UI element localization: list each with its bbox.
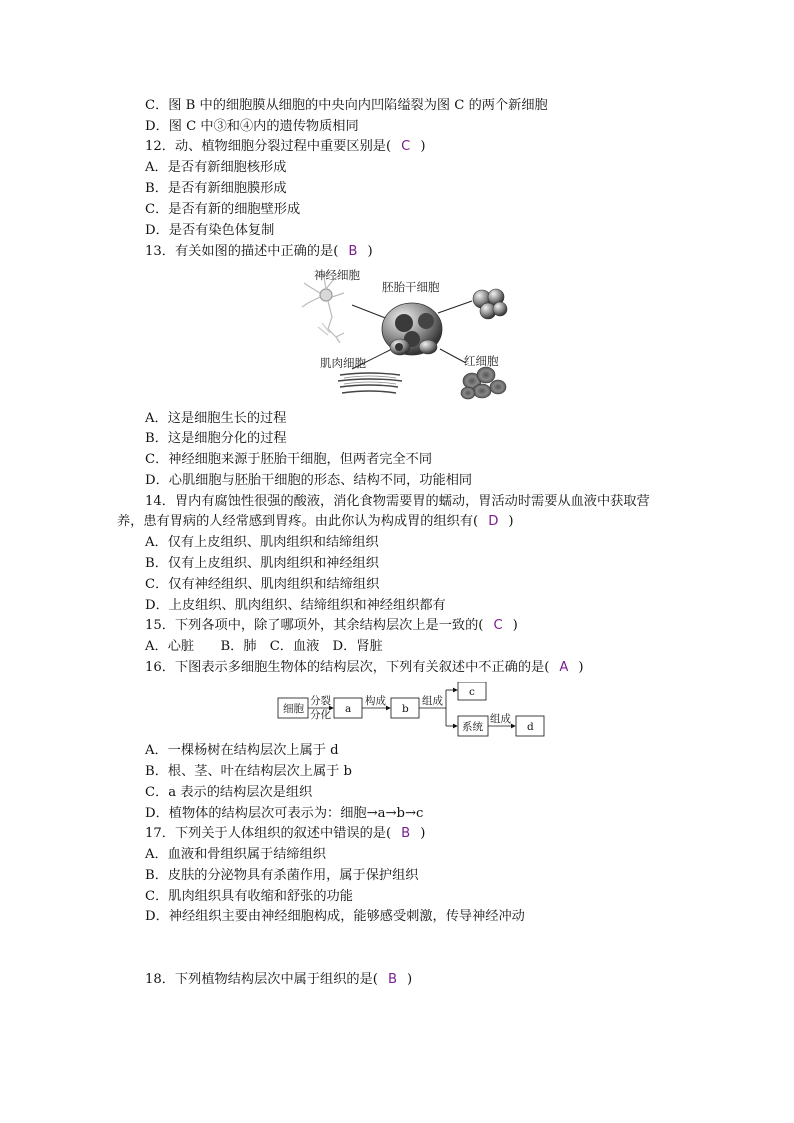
q14-option-d: D．上皮组织、肌肉组织、结缔组织和神经组织都有 — [145, 598, 446, 613]
label-nerve-cell: 神经细胞 — [314, 268, 360, 282]
q15-stem — [145, 617, 518, 635]
q16-option-b: B．根、茎、叶在结构层次上属于 b — [145, 764, 352, 779]
q17-answer: B — [401, 826, 411, 841]
q17-stem-close: ) — [420, 826, 426, 841]
q11-option-d: D．图 C 中③和④内的遗传物质相同 — [145, 119, 359, 134]
label-compose-1: 构成 — [365, 695, 386, 707]
muscle-cell-image — [338, 373, 402, 393]
q15-options: A．心脏 B．肺 C．血液 D．肾脏 — [145, 639, 383, 654]
q18-stem — [145, 971, 412, 989]
cell-cluster-image — [473, 289, 507, 319]
q16-option-a: A．一棵杨树在结构层次上属于 d — [145, 743, 339, 758]
q15-stem-close: ) — [512, 618, 518, 633]
q17-option-d: D．神经组织主要由神经细胞构成，能够感受刺激，传导神经冲动 — [145, 909, 525, 924]
q18-stem-close: ) — [407, 972, 413, 987]
q14-option-c: C．仅有神经组织、肌肉组织和结缔组织 — [145, 577, 380, 592]
connector-stem-cluster — [438, 301, 472, 313]
q13-stem — [145, 243, 373, 261]
q12-stem-close: ) — [420, 139, 426, 154]
label-red-blood-cell: 红细胞 — [464, 354, 499, 368]
box-d-label: d — [527, 721, 534, 733]
q16-option-c: C．a 表示的结构层次是组织 — [145, 785, 313, 800]
q12-stem-text: 12．动、植物细胞分裂过程中重要区别是( — [145, 139, 392, 154]
q18-answer: B — [387, 972, 397, 987]
q17-option-b: B．皮肤的分泌物具有杀菌作用，属于保护组织 — [145, 868, 419, 883]
box-a-label: a — [345, 703, 352, 715]
q16-stem — [145, 659, 584, 677]
q14-option-b: B．仅有上皮组织、肌肉组织和神经组织 — [145, 556, 379, 571]
box-b-label: b — [402, 703, 409, 715]
q12-option-a: A．是否有新细胞核形成 — [145, 160, 287, 175]
label-compose-2: 组成 — [422, 695, 443, 707]
connector-nerve — [352, 305, 388, 319]
q13-stem-text: 13．有关如图的描述中正确的是( — [145, 244, 339, 259]
q16-option-d: D．植物体的结构层次可表示为：细胞→a→b→c — [145, 806, 424, 821]
q17-stem-text: 17．下列关于人体组织的叙述中错误的是( — [145, 826, 392, 841]
label-compose-3: 组成 — [490, 713, 511, 725]
q14-answer: D — [488, 514, 499, 529]
q12-answer: C — [401, 139, 411, 154]
q13-option-a: A．这是细胞生长的过程 — [145, 411, 287, 426]
connector-red — [440, 349, 466, 363]
q16-answer: A — [559, 660, 569, 675]
q12-option-c: C．是否有新的细胞壁形成 — [145, 202, 301, 217]
q11-option-c: C．图 B 中的细胞膜从细胞的中央向内凹陷缢裂为图 C 的两个新细胞 — [145, 98, 548, 113]
q13-option-c: C．神经细胞来源于胚胎干细胞，但两者完全不同 — [145, 452, 433, 467]
label-embryonic-stem-cell: 胚胎干细胞 — [382, 280, 440, 294]
q12-option-d: D．是否有染色体复制 — [145, 223, 275, 238]
q17-stem — [145, 825, 425, 843]
q15-stem-text: 15．下列各项中，除了哪项外，其余结构层次上是一致的( — [145, 618, 484, 633]
q17-option-c: C．肌肉组织具有收缩和舒张的功能 — [145, 889, 353, 904]
box-c-label: c — [469, 686, 475, 698]
q17-option-a: A．血液和骨组织属于结缔组织 — [145, 847, 326, 862]
q14-stem-close: ) — [508, 514, 514, 529]
q13-stem-close: ) — [367, 244, 373, 259]
q16-stem-text: 16．下图表示多细胞生物体的结构层次，下列有关叙述中不正确的是( — [145, 660, 550, 675]
q14-stem-line1: 14．胃内有腐蚀性很强的酸液，消化食物需要胃的蠕动，胃活动时需要从血液中获取营 — [145, 494, 650, 509]
q16-stem-close: ) — [578, 660, 584, 675]
q18-stem-text: 18．下列植物结构层次中属于组织的是( — [145, 972, 378, 987]
label-muscle-cell: 肌肉细胞 — [320, 356, 366, 370]
q14-option-a: A．仅有上皮组织、肌肉组织和结缔组织 — [145, 535, 379, 550]
cell-differentiation-figure — [300, 267, 516, 401]
q13-option-b: B．这是细胞分化的过程 — [145, 431, 287, 446]
structure-level-flow-diagram — [276, 682, 546, 740]
q15-answer: C — [493, 618, 503, 633]
q13-answer: B — [348, 244, 358, 259]
label-divide: 分裂 — [310, 695, 331, 707]
embryonic-stem-cell-image — [382, 303, 442, 355]
label-differentiate: 分化 — [310, 709, 331, 721]
q14-stem-line2 — [117, 513, 514, 531]
box-cell-label: 细胞 — [283, 703, 304, 715]
red-blood-cell-image — [461, 367, 506, 399]
q14-stem-text: 养，患有胃病的人经常感到胃疼。由此你认为构成胃的组织有( — [117, 514, 479, 529]
q13-option-d: D．心肌细胞与胚胎干细胞的形态、结构不同，功能相同 — [145, 473, 473, 488]
q12-stem — [145, 138, 426, 156]
box-system-label: 系统 — [462, 721, 483, 733]
q12-option-b: B．是否有新细胞膜形成 — [145, 181, 287, 196]
